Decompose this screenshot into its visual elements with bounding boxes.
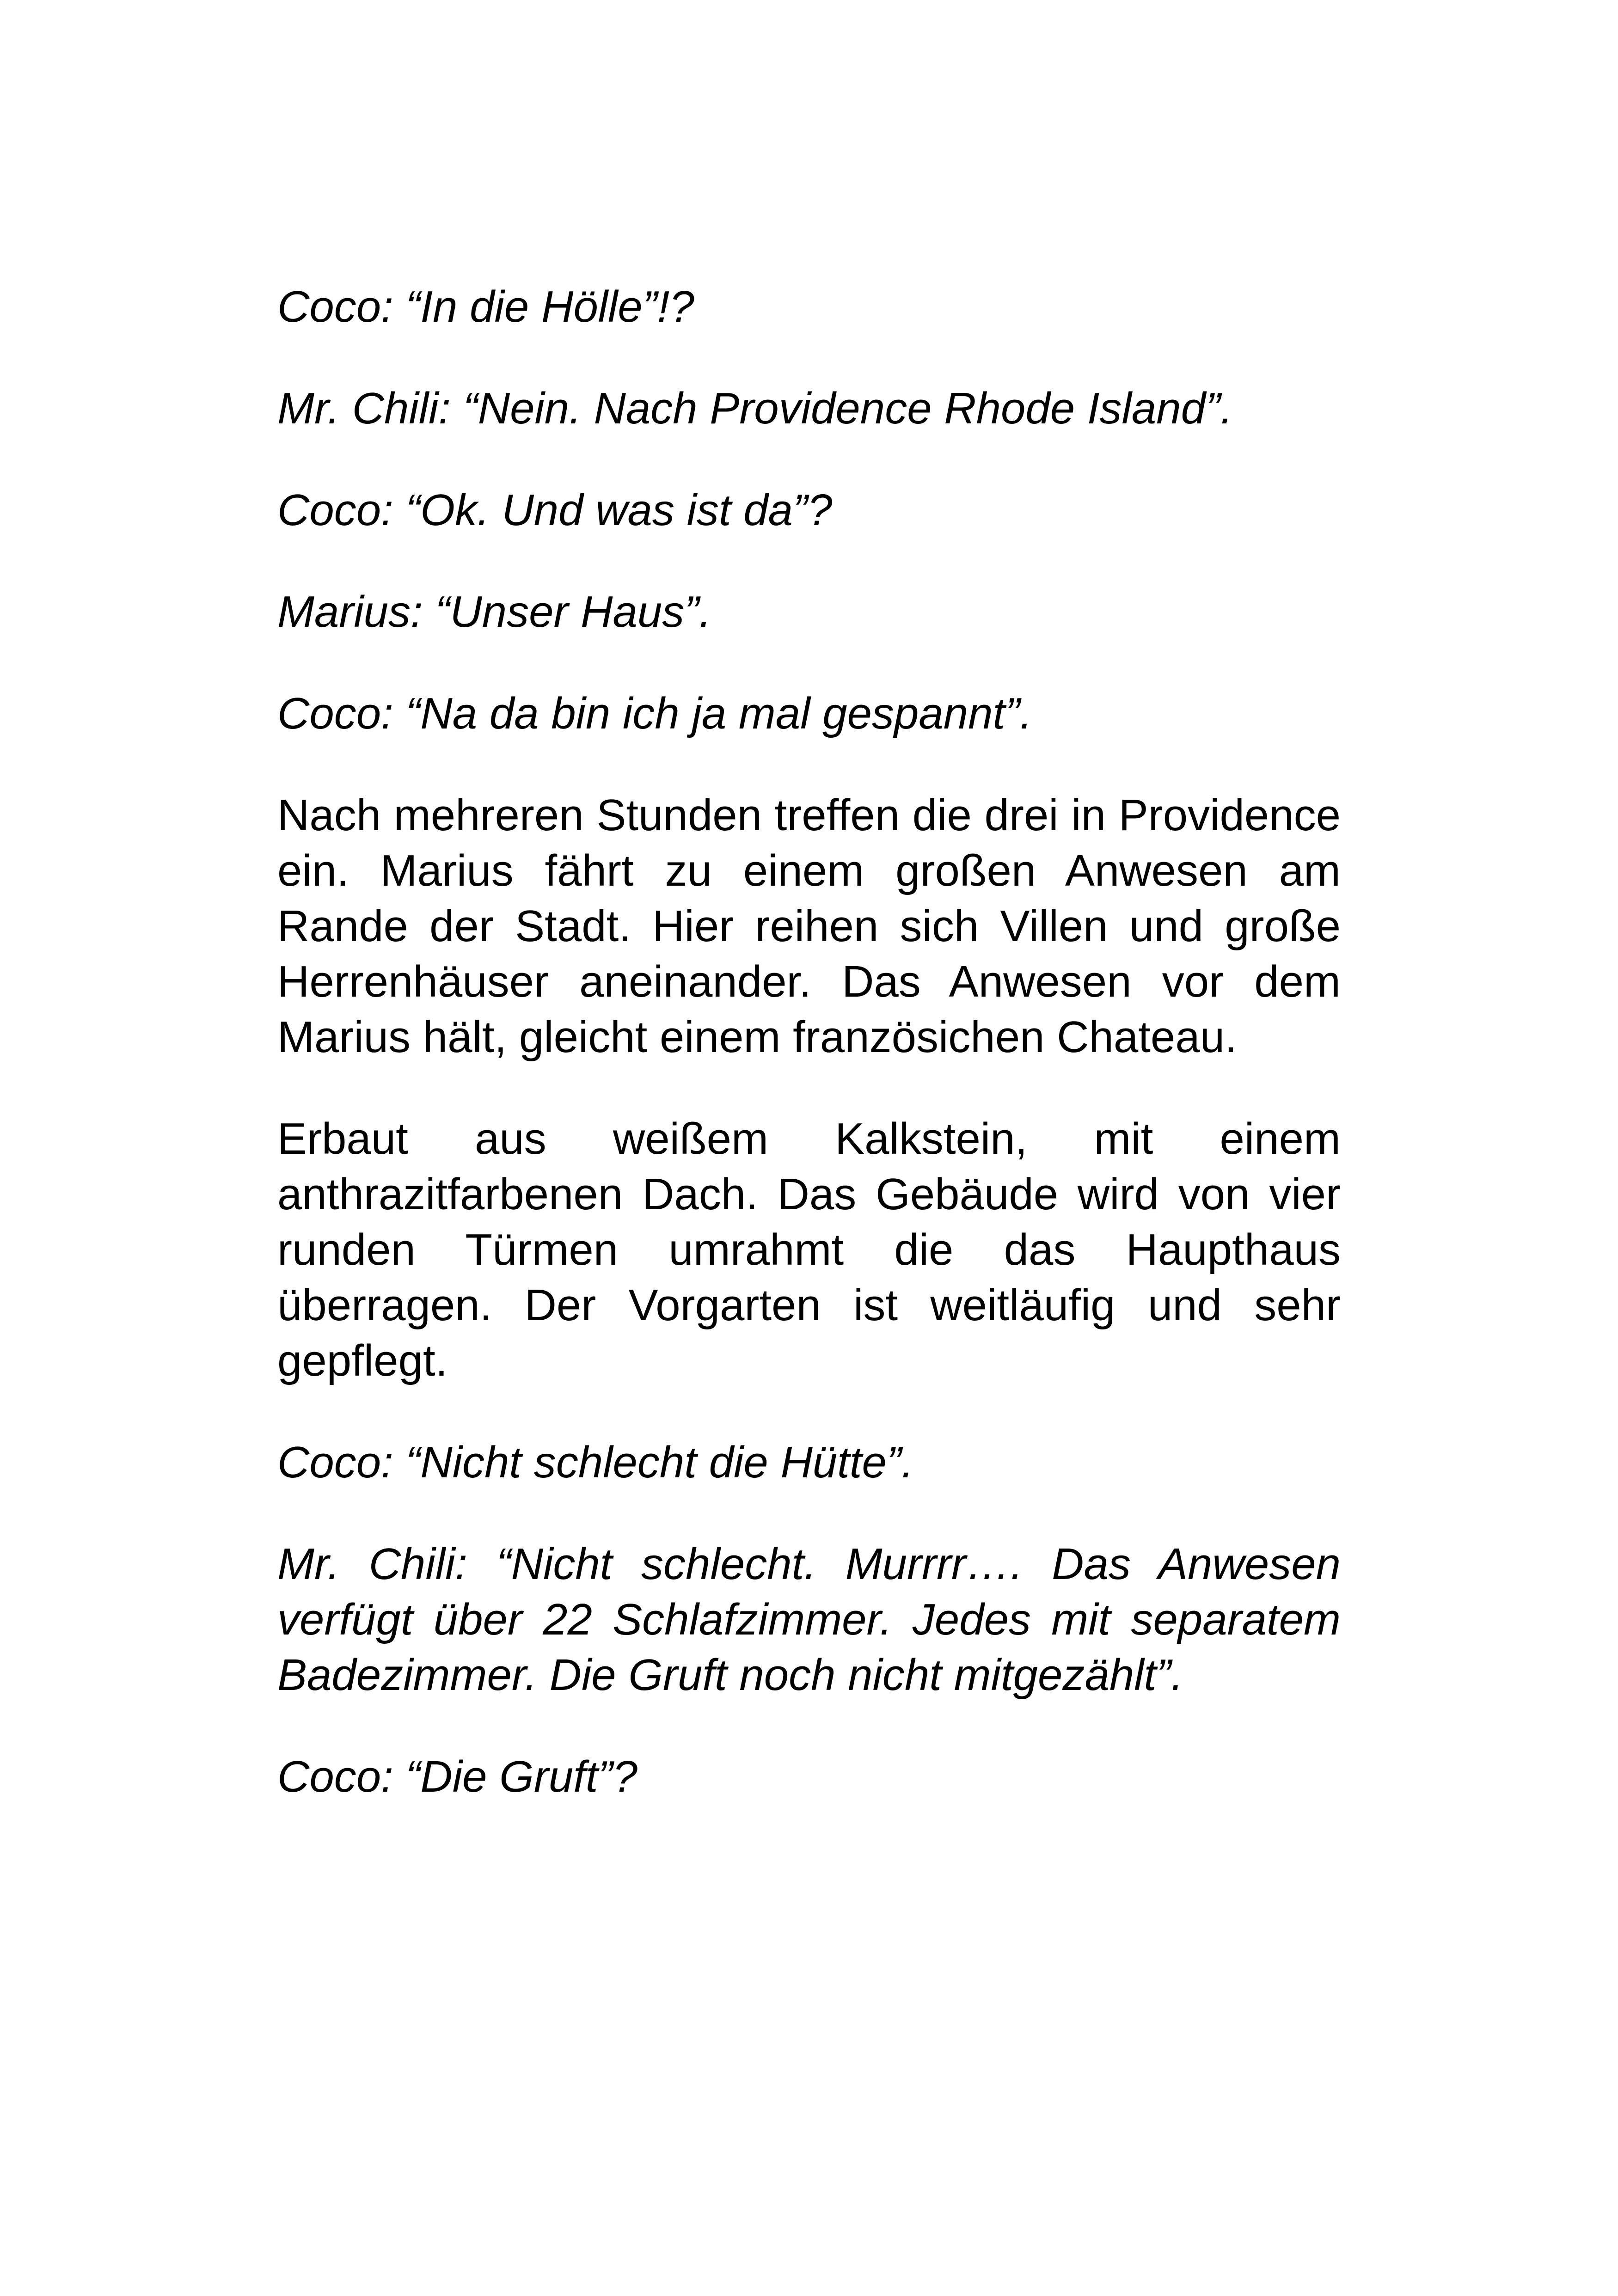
narration-paragraph: Nach mehreren Stunden treffen die drei in Providence ein. Marius fährt zu einem großen Anwesen am Rande der Stadt. Hier reihen sich Villen und große Herrenhäuser aneinander. Das Anwesen vor dem Marius hält, gleicht einem französichen Chateau.: [277, 790, 1341, 1062]
page-content: [277, 279, 1341, 1851]
dialogue-line: Coco: “Die Gruft”?: [277, 1752, 637, 1801]
dialogue-line: Coco: “In die Hölle”!?: [277, 282, 694, 331]
dialogue-line: Mr. Chili: “Nicht schlecht. Murrrr…. Das Anwesen verfügt über 22 Schlafzimmer. Jedes mit separatem Badezimmer. Die Gruft noch nicht mitgezählt”.: [277, 1539, 1341, 1700]
dialogue-line: Mr. Chili: “Nein. Nach Providence Rhode Island”.: [277, 384, 1233, 433]
narration-paragraph: Erbaut aus weißem Kalkstein, mit einem anthrazitfarbenen Dach. Das Gebäude wird von vier runden Türmen umrahmt die das Haupthaus überragen. Der Vorgarten ist weitläufig und sehr gepflegt.: [277, 1114, 1341, 1385]
dialogue-line: Coco: “Nicht schlecht die Hütte”.: [277, 1438, 914, 1487]
dialogue-line: Coco: “Na da bin ich ja mal gespannt”.: [277, 689, 1032, 738]
dialogue-line: Marius: “Unser Haus”.: [277, 587, 711, 637]
dialogue-line: Coco: “Ok. Und was ist da”?: [277, 485, 833, 535]
